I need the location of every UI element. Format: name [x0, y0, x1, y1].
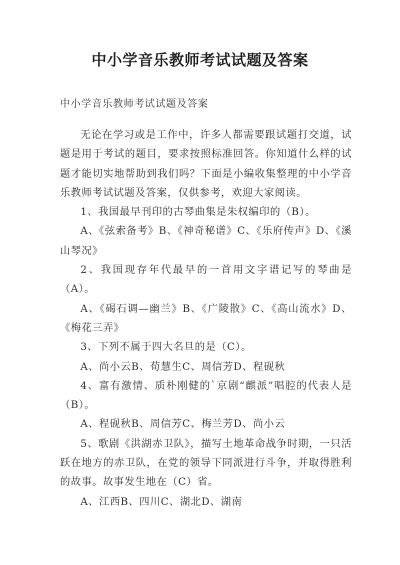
document-title: 中小学音乐教师考试试题及答案: [91, 51, 309, 69]
question-1-options: A、《弦索备考》B、《神奇秘谱》C、《乐府传声》D、《溪山琴况》: [60, 226, 352, 257]
question-1: 1、我国最早刊印的古琴曲集是朱权编印的（B）。: [80, 207, 316, 219]
document-subtitle: 中小学音乐教师考试试题及答案: [60, 99, 209, 110]
document-body: [60, 126, 352, 512]
question-3-options: A、尚小云B、荀慧生C、周信芳D、程砚秋: [80, 361, 286, 373]
intro-paragraph: 无论在学习或是工作中，许多人都需要跟试题打交道，试题是用于考试的题目，要求按照标准回答。你知道什么样的试题才能切实地帮助到我们吗？下面是小编收集整理的中小学音乐教师考试试题及答案，仅供参考，欢迎大家阅读。: [60, 130, 352, 199]
question-4: 4、富有激情、质朴刚健的`京剧“麒派”唱腔的代表人是（B）。: [60, 380, 352, 412]
question-2: 2、我国现存年代最早的一首用文字谱记写的琴曲是（A）。: [60, 265, 352, 296]
question-5-options: A、江西B、四川C、湖北D、湖南: [80, 496, 243, 508]
question-2-options: A、《碣石调—幽兰》B、《广陵散》C、《高山流水》D、《梅花三弄》: [60, 303, 352, 334]
question-3: 3、下列不属于四大名旦的是（C）。: [80, 342, 252, 354]
question-4-options: A、程砚秋B、周信芳C、梅兰芳D、尚小云: [80, 419, 286, 431]
question-5: 5、歌剧《洪湖赤卫队》，描写土地革命战争时期，一只活跃在地方的赤卫队，在党的领导下同派进行斗争，并取得胜利的故事。故事发生地在（C）省。: [60, 438, 352, 489]
